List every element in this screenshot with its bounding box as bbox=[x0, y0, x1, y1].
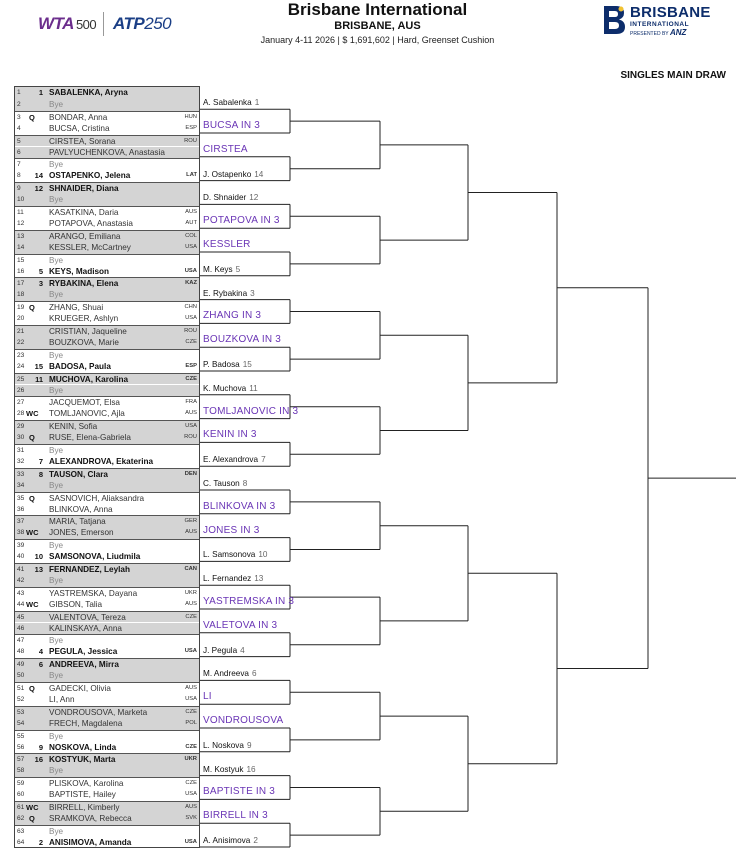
draw-position: 46 bbox=[17, 624, 25, 632]
player-name: FERNANDEZ, Leylah bbox=[49, 565, 130, 574]
draw-position: 63 bbox=[17, 827, 25, 835]
country-code: AUS bbox=[185, 410, 197, 417]
player-name: L. Noskova bbox=[203, 740, 244, 750]
country-code: USA bbox=[184, 267, 197, 274]
country-code: AUS bbox=[185, 529, 197, 536]
player-name: ANISIMOVA, Amanda bbox=[49, 837, 132, 847]
draw-position: 27 bbox=[17, 399, 25, 407]
country-code: UKR bbox=[184, 756, 197, 763]
bye-label: Bye bbox=[49, 480, 64, 490]
player-name: P. Badosa bbox=[203, 360, 240, 369]
player-name: BONDAR, Anna bbox=[49, 112, 108, 122]
draw-position: 58 bbox=[17, 767, 25, 775]
draw-position: 38 bbox=[17, 529, 25, 537]
player-name: PEGULA, Jessica bbox=[49, 647, 118, 657]
player-name: RUSE, Elena-Gabriela bbox=[49, 433, 131, 443]
entry-tag: Q bbox=[29, 433, 35, 443]
player-name: E. Alexandrova bbox=[203, 455, 259, 465]
country-code: AUS bbox=[185, 804, 197, 810]
country-code: SVK bbox=[185, 814, 197, 821]
player-name: D. Shnaider bbox=[203, 193, 247, 203]
draw-position: 20 bbox=[17, 315, 25, 323]
draw-position: 25 bbox=[17, 375, 25, 383]
draw-position: 26 bbox=[17, 386, 25, 394]
draw-position: 59 bbox=[17, 780, 25, 788]
draw-position: 60 bbox=[17, 791, 25, 799]
player-name: CRISTIAN, Jaqueline bbox=[49, 327, 127, 336]
seed-number: 5 bbox=[38, 266, 43, 276]
match-result: BIRRELL IN 3 bbox=[203, 810, 268, 822]
round-two-player bbox=[203, 170, 263, 179]
draw-position: 6 bbox=[17, 148, 21, 156]
player-name: LI, Ann bbox=[49, 694, 75, 704]
player-name: GIBSON, Talia bbox=[49, 599, 103, 609]
player-name: OSTAPENKO, Jelena bbox=[49, 171, 131, 181]
player-name: GADECKI, Olivia bbox=[49, 684, 111, 693]
bye-label: Bye bbox=[49, 255, 64, 265]
seed-number: 8 bbox=[38, 469, 43, 479]
draw-position: 32 bbox=[17, 457, 25, 465]
country-code: AUS bbox=[185, 209, 197, 215]
draw-position: 35 bbox=[17, 494, 25, 502]
round-two-player bbox=[203, 669, 257, 678]
draw-position: 52 bbox=[17, 695, 25, 703]
country-code: LAT bbox=[186, 172, 197, 179]
country-code: USA bbox=[185, 791, 197, 798]
wta-logo: WTA 500 bbox=[38, 14, 97, 33]
draw-position: 44 bbox=[17, 600, 25, 608]
entry-tag: WC bbox=[26, 803, 39, 812]
country-code: AUT bbox=[185, 219, 197, 226]
draw-position: 23 bbox=[17, 351, 25, 359]
country-code: FRA bbox=[185, 399, 197, 406]
bye-label: Bye bbox=[49, 731, 64, 741]
player-name: CIRSTEA, Sorana bbox=[49, 136, 116, 146]
seed-number: 8 bbox=[242, 479, 248, 488]
country-code: CAN bbox=[184, 566, 197, 572]
country-code: USA bbox=[185, 423, 197, 430]
draw-position: 11 bbox=[17, 209, 24, 216]
player-name: ANDREEVA, Mirra bbox=[49, 660, 119, 670]
seed-number: 15 bbox=[242, 360, 252, 369]
player-name: TAUSON, Clara bbox=[49, 469, 108, 479]
bye-label: Bye bbox=[49, 446, 64, 455]
seed-number: 14 bbox=[254, 169, 264, 179]
seed-number: 3 bbox=[38, 279, 43, 289]
country-code: USA bbox=[184, 648, 197, 655]
entry-tag: Q bbox=[29, 493, 35, 503]
seed-number: 12 bbox=[34, 184, 43, 194]
round-two-player bbox=[203, 550, 267, 559]
round-two-player bbox=[203, 455, 266, 464]
seed-number: 14 bbox=[34, 171, 43, 181]
match-result: YASTREMSKA IN 3 bbox=[203, 596, 295, 607]
round-two-player bbox=[203, 479, 247, 488]
seed-number: 4 bbox=[240, 645, 245, 655]
player-name: L. Fernandez bbox=[203, 574, 252, 584]
player-name: A. Anisimova bbox=[203, 836, 251, 845]
round-two-player bbox=[203, 574, 263, 583]
draw-position: 49 bbox=[17, 661, 25, 669]
draw-position: 29 bbox=[17, 423, 25, 431]
seed-number: 13 bbox=[254, 574, 264, 584]
seed-number: 9 bbox=[38, 742, 43, 752]
country-code: GER bbox=[184, 518, 197, 525]
seed-number: 11 bbox=[249, 383, 258, 393]
bye-label: Bye bbox=[49, 826, 64, 836]
player-name: BLINKOVA, Anna bbox=[49, 504, 113, 514]
match-result: VALETOVA IN 3 bbox=[203, 619, 278, 631]
round-two-player bbox=[203, 289, 255, 298]
player-name: L. Samsonova bbox=[203, 550, 256, 560]
country-code: CHN bbox=[184, 304, 197, 311]
draw-position: 1 bbox=[17, 89, 21, 96]
match-result: BUCSA IN 3 bbox=[203, 120, 261, 131]
player-name: JACQUEMOT, Elsa bbox=[49, 398, 120, 408]
draw-position: 55 bbox=[17, 732, 25, 740]
player-name: MARIA, Tatjana bbox=[49, 517, 106, 527]
player-name: M. Andreeva bbox=[203, 669, 249, 679]
round-two-player bbox=[203, 360, 252, 369]
draw-position: 64 bbox=[17, 838, 25, 846]
player-name: ALEXANDROVA, Ekaterina bbox=[49, 456, 154, 466]
sponsor-logo: ANZ bbox=[670, 28, 687, 37]
player-name: M. Kostyuk bbox=[203, 764, 244, 774]
player-name: VONDROUSOVA, Marketa bbox=[49, 707, 148, 717]
draw-position: 16 bbox=[17, 267, 25, 275]
bye-label: Bye bbox=[49, 636, 64, 646]
match-result: CIRSTEA bbox=[203, 143, 248, 155]
bye-label: Bye bbox=[49, 350, 64, 360]
draw-position: 47 bbox=[17, 637, 25, 645]
player-name: SAMSONOVA, Liudmila bbox=[49, 552, 141, 562]
draw-position: 30 bbox=[17, 434, 25, 442]
country-code: CZE bbox=[185, 780, 197, 787]
draw-type-label: SINGLES MAIN DRAW bbox=[620, 70, 726, 81]
round-two-player bbox=[203, 741, 252, 750]
country-code: ROU bbox=[184, 137, 197, 144]
player-name: POTAPOVA, Anastasia bbox=[49, 218, 133, 228]
country-code: ESP bbox=[185, 362, 197, 369]
country-code: USA bbox=[185, 695, 197, 702]
draw-position: 17 bbox=[17, 280, 25, 288]
player-name: KALINSKAYA, Anna bbox=[49, 623, 122, 633]
country-code: UKR bbox=[184, 589, 197, 596]
player-name: KESSLER, McCartney bbox=[49, 242, 131, 252]
player-name: J. Pegula bbox=[203, 645, 238, 655]
seed-number: 10 bbox=[34, 552, 43, 562]
bye-label: Bye bbox=[49, 195, 64, 205]
player-name: E. Rybakina bbox=[203, 288, 248, 298]
draw-position: 7 bbox=[17, 161, 21, 169]
match-result: POTAPOVA IN 3 bbox=[203, 215, 280, 227]
bye-label: Bye bbox=[49, 575, 64, 585]
seed-number: 2 bbox=[253, 836, 258, 845]
entry-tag: WC bbox=[26, 599, 39, 609]
player-name: KENIN, Sofia bbox=[49, 422, 98, 432]
entry-tag: Q bbox=[29, 112, 35, 122]
player-name: BOUZKOVA, Marie bbox=[49, 337, 119, 347]
match-result: KENIN IN 3 bbox=[203, 429, 257, 441]
country-code: USA bbox=[185, 315, 197, 322]
draw-position: 28 bbox=[17, 410, 25, 418]
round-two-player bbox=[203, 836, 258, 845]
draw-position: 19 bbox=[17, 304, 25, 312]
tournament-city: BRISBANE, AUS bbox=[334, 20, 421, 32]
entry-tag: Q bbox=[29, 684, 35, 693]
draw-position: 48 bbox=[17, 648, 25, 656]
draw-position: 42 bbox=[17, 576, 25, 584]
player-name: A. Sabalenka bbox=[203, 98, 252, 108]
match-result: ZHANG IN 3 bbox=[203, 310, 262, 322]
match-result: JONES IN 3 bbox=[203, 524, 260, 536]
country-code: CZE bbox=[185, 338, 197, 345]
draw-position: 40 bbox=[17, 553, 25, 561]
draw-position: 43 bbox=[17, 589, 25, 597]
player-name: KASATKINA, Daria bbox=[49, 208, 119, 217]
player-name: SASNOVICH, Aliaksandra bbox=[49, 493, 145, 503]
round-two-player bbox=[203, 265, 240, 274]
player-name: TOMLJANOVIC, Ajla bbox=[49, 409, 125, 419]
player-name: ZHANG, Shuai bbox=[49, 303, 104, 313]
player-name: M. Keys bbox=[203, 264, 233, 274]
player-name: ARANGO, Emiliana bbox=[49, 231, 121, 241]
draw-position: 61 bbox=[17, 804, 25, 811]
country-code: DEN bbox=[184, 470, 197, 477]
seed-number: 10 bbox=[258, 550, 268, 560]
seed-number: 2 bbox=[38, 837, 43, 847]
round-two-player bbox=[203, 98, 259, 107]
seed-number: 12 bbox=[249, 193, 259, 203]
tournament-title: Brisbane International bbox=[287, 0, 468, 19]
match-result: LI bbox=[203, 691, 212, 703]
brand-subtitle: INTERNATIONAL bbox=[630, 21, 690, 28]
draw-position: 24 bbox=[17, 362, 25, 370]
player-name: BIRRELL, Kimberly bbox=[49, 803, 120, 812]
draw-position: 37 bbox=[17, 518, 25, 526]
country-code: AUS bbox=[185, 600, 197, 607]
seed-number: 4 bbox=[38, 647, 43, 657]
draw-position: 41 bbox=[17, 566, 25, 573]
player-name: FRECH, Magdalena bbox=[49, 718, 123, 728]
atp-logo: ATP250 bbox=[113, 14, 172, 33]
round-two-player bbox=[203, 384, 258, 393]
seed-number: 6 bbox=[38, 660, 43, 670]
player-name: SHNAIDER, Diana bbox=[49, 184, 119, 194]
draw-position: 12 bbox=[17, 219, 25, 227]
draw-position: 22 bbox=[17, 338, 25, 346]
player-name: NOSKOVA, Linda bbox=[49, 742, 117, 752]
country-code: KAZ bbox=[185, 280, 197, 287]
match-result: BLINKOVA IN 3 bbox=[203, 500, 276, 512]
match-result: BAPTISTE IN 3 bbox=[203, 786, 276, 798]
player-name: PLISKOVA, Karolina bbox=[49, 779, 124, 789]
bye-label: Bye bbox=[49, 671, 64, 681]
draw-position: 54 bbox=[17, 719, 25, 727]
country-code: HUN bbox=[184, 113, 197, 120]
player-name: PAVLYUCHENKOVA, Anastasia bbox=[49, 147, 165, 157]
seed-number: 13 bbox=[34, 565, 43, 574]
player-name: SRAMKOVA, Rebecca bbox=[49, 813, 132, 823]
bye-label: Bye bbox=[49, 160, 64, 170]
draw-position: 9 bbox=[17, 185, 21, 193]
bye-label: Bye bbox=[49, 99, 64, 109]
bye-label: Bye bbox=[49, 541, 64, 551]
draw-position: 53 bbox=[17, 708, 25, 716]
draw-position: 4 bbox=[17, 124, 21, 132]
draw-position: 14 bbox=[17, 243, 25, 251]
draw-position: 15 bbox=[17, 256, 25, 264]
match-result: KESSLER bbox=[203, 239, 251, 250]
seed-number: 7 bbox=[261, 455, 266, 465]
round-two-player bbox=[203, 646, 245, 655]
player-name: BADOSA, Paula bbox=[49, 361, 111, 371]
match-result: TOMLJANOVIC IN 3 bbox=[203, 405, 299, 417]
round-two-player bbox=[203, 765, 256, 774]
draw-position: 56 bbox=[17, 743, 25, 751]
draw-position: 36 bbox=[17, 505, 25, 513]
draw-position: 31 bbox=[17, 447, 25, 454]
draw-position: 39 bbox=[17, 542, 25, 550]
bye-label: Bye bbox=[49, 290, 64, 300]
seed-number: 1 bbox=[38, 88, 43, 97]
match-result: BOUZKOVA IN 3 bbox=[203, 334, 281, 346]
country-code: COL bbox=[185, 232, 197, 239]
player-name: RYBAKINA, Elena bbox=[49, 279, 119, 289]
match-result: VONDROUSOVA bbox=[203, 715, 284, 726]
player-name: KRUEGER, Ashlyn bbox=[49, 314, 119, 324]
seed-number: 15 bbox=[34, 361, 43, 371]
player-name: VALENTOVA, Tereza bbox=[49, 612, 126, 622]
round-two-player bbox=[203, 193, 258, 202]
country-code: ESP bbox=[185, 124, 197, 131]
bye-label: Bye bbox=[49, 766, 64, 776]
country-code: CZE bbox=[185, 375, 197, 382]
seed-number: 9 bbox=[246, 740, 252, 750]
seed-number: 16 bbox=[34, 755, 43, 765]
seed-number: 11 bbox=[35, 374, 43, 384]
draw-position: 51 bbox=[17, 685, 25, 692]
draw-position: 21 bbox=[17, 328, 25, 335]
country-code: USA bbox=[184, 838, 197, 845]
country-code: CZE bbox=[185, 708, 197, 715]
country-code: CZE bbox=[185, 743, 197, 750]
draw-position: 34 bbox=[17, 481, 25, 489]
draw-position: 33 bbox=[17, 470, 25, 478]
country-code: AUS bbox=[185, 685, 197, 691]
draw-position: 2 bbox=[17, 100, 21, 108]
draw-position: 5 bbox=[17, 137, 21, 145]
bye-label: Bye bbox=[49, 385, 64, 395]
player-name: K. Muchova bbox=[203, 383, 247, 393]
draw-position: 8 bbox=[17, 172, 21, 180]
player-name: MUCHOVA, Karolina bbox=[49, 374, 128, 384]
tournament-info: January 4-11 2026 | $ 1,691,602 | Hard, Greenset Cushion bbox=[260, 35, 495, 45]
entry-tag: Q bbox=[29, 813, 35, 823]
seed-number: 6 bbox=[251, 669, 257, 679]
player-name: BUCSA, Cristina bbox=[49, 123, 110, 133]
country-code: ROU bbox=[184, 434, 197, 441]
draw-position: 62 bbox=[17, 814, 25, 822]
player-name: KOSTYUK, Marta bbox=[49, 755, 116, 765]
player-name: J. Ostapenko bbox=[203, 169, 252, 179]
draw-position: 18 bbox=[17, 291, 25, 299]
draw-position: 3 bbox=[17, 113, 21, 121]
player-name: YASTREMSKA, Dayana bbox=[49, 588, 138, 598]
seed-number: 7 bbox=[38, 456, 43, 466]
entry-tag: WC bbox=[26, 409, 39, 419]
draw-position: 10 bbox=[17, 196, 25, 204]
entry-tag: Q bbox=[29, 303, 35, 313]
seed-number: 5 bbox=[235, 264, 241, 274]
draw-position: 57 bbox=[17, 756, 25, 764]
player-name: JONES, Emerson bbox=[49, 528, 114, 538]
seed-number: 16 bbox=[246, 764, 256, 774]
country-code: POL bbox=[185, 719, 197, 726]
entry-tag: WC bbox=[26, 528, 39, 538]
player-name: C. Tauson bbox=[203, 479, 240, 488]
country-code: CZE bbox=[185, 613, 197, 620]
country-code: USA bbox=[185, 243, 197, 250]
player-name: KEYS, Madison bbox=[49, 266, 110, 276]
country-code: ROU bbox=[184, 328, 197, 334]
player-name: BAPTISTE, Hailey bbox=[49, 790, 116, 800]
draw-position: 45 bbox=[17, 613, 25, 621]
draw-position: 13 bbox=[17, 232, 25, 240]
player-name: SABALENKA, Aryna bbox=[49, 88, 128, 97]
brand-name: BRISBANE bbox=[630, 4, 711, 21]
seed-number: 1 bbox=[254, 98, 260, 108]
brand-presented-by: PRESENTED BY bbox=[630, 31, 669, 37]
seed-number: 3 bbox=[250, 288, 255, 298]
draw-position: 50 bbox=[17, 672, 25, 680]
